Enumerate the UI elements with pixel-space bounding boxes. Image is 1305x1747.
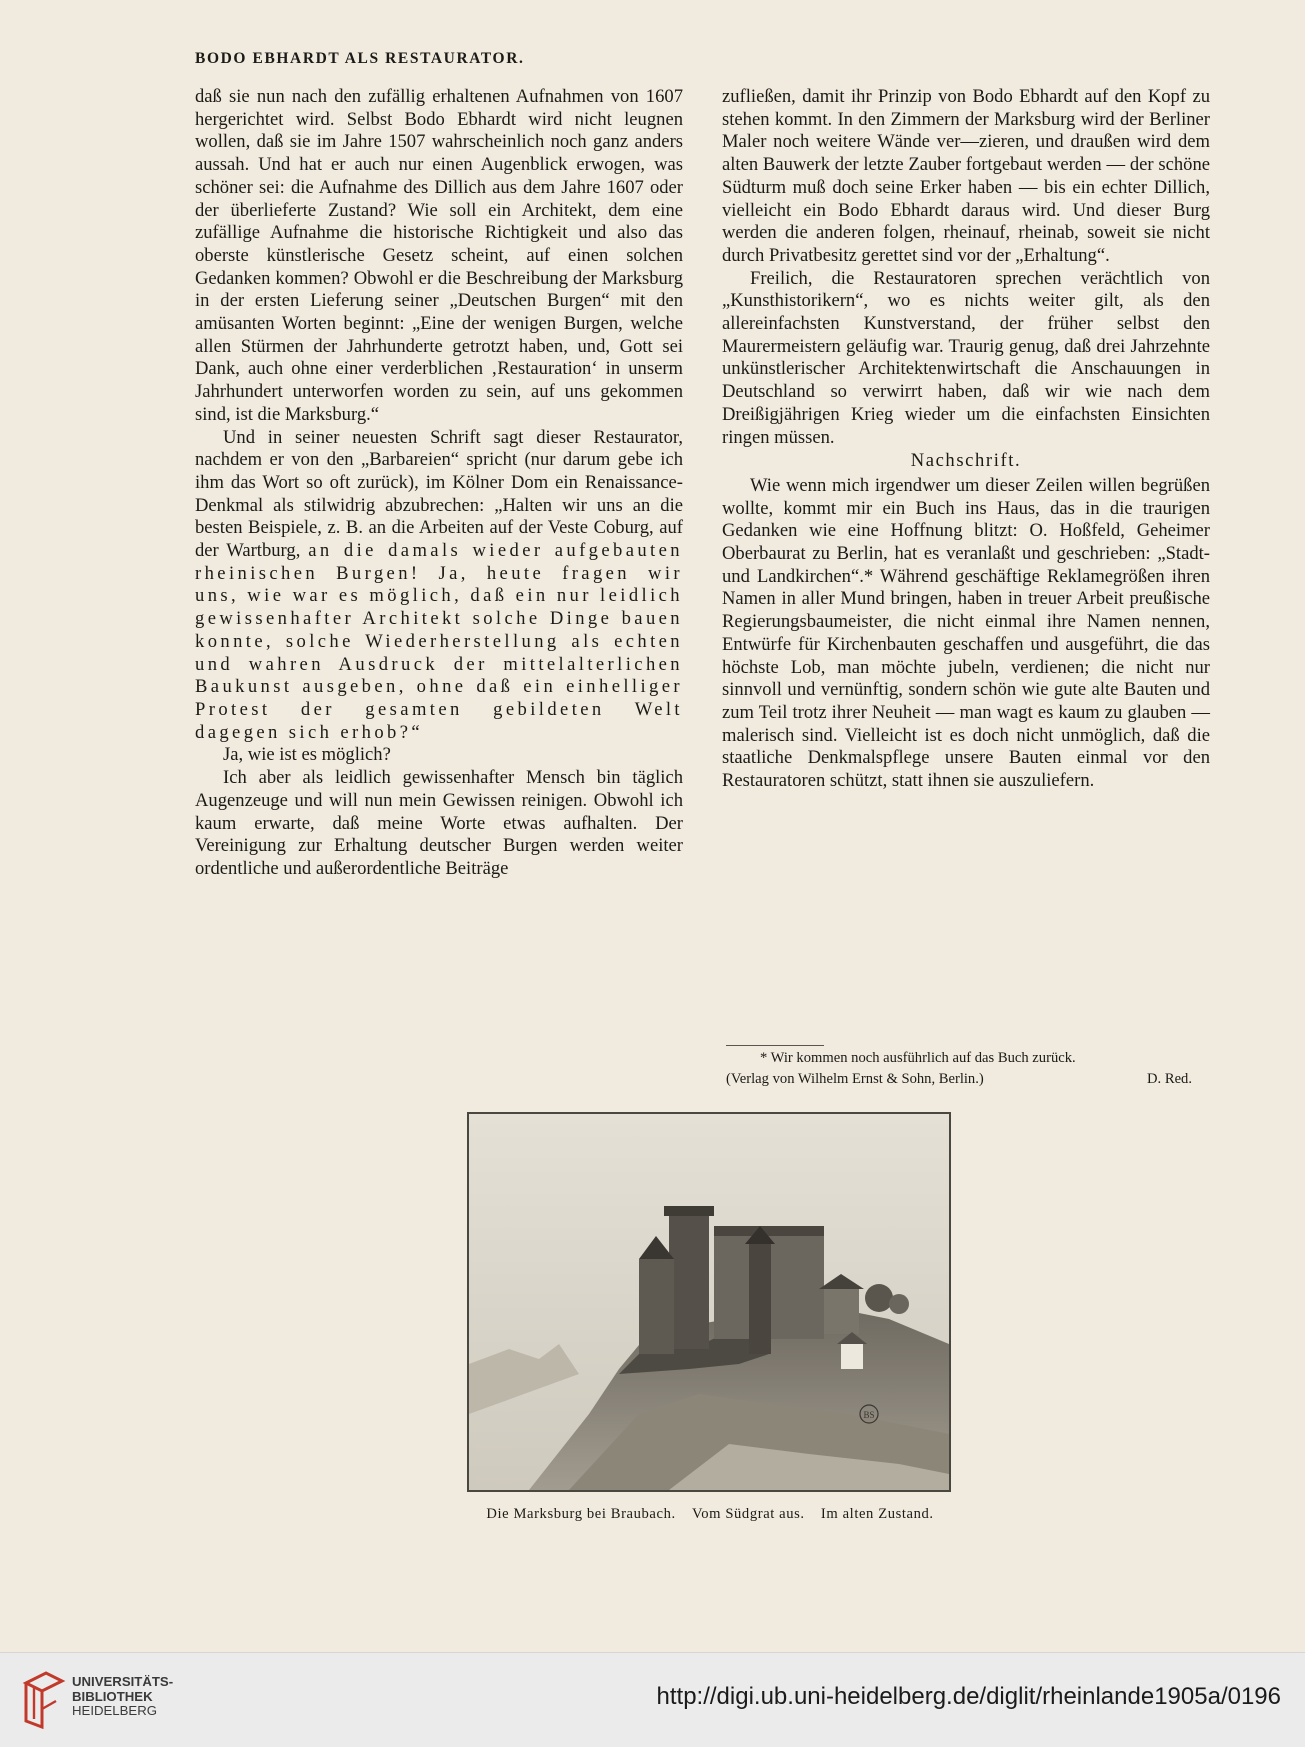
footnote-rule [726,1045,824,1046]
paragraph: Ja, wie ist es möglich? [223,744,391,766]
footnote-publisher: (Verlag von Wilhelm Ernst & Sohn, Berlin.) [726,1071,984,1087]
figure-caption [360,1506,1060,1523]
paragraph: Ich aber als leidlich gewissenhafter Mensch bin täglich Augenzeuge und will nun mein Gewissen reinigen. Obwohl ich kaum erwarte, daß meine Worte etwas aufhalten. Der Vereinigung zur Erhaltung deutscher Burgen werden weiter ordentliche und außerordentliche Beiträge [195,767,683,879]
library-name [72,1675,173,1719]
paragraph: daß sie nun nach den zufällig erhaltenen Aufnahmen von 1607 hergerichtet wird. Selbst Bodo Ebhardt wird nicht leugnen wollen, daß sie im Jahre 1507 wahrscheinlich noch ganz anders aussah. Und hat er auch nur einen Augenblick erwogen, was schöner sei: die Aufnahme des Dillich aus dem Jahre 1607 oder der überlieferte Zustand? Wie soll ein Architekt, dem eine zufällige Aufnahme die historische Richtigkeit und also das oberste künstlerische Gesetz scheint, auf einen solchen Gedanken kommen? Obwohl er die Beschreibung der Marksburg in der ersten Lieferung seiner „Deutschen Burgen“ mit den amüsanten Worten beginnt: „Eine der wenigen Burgen, welche allen Stürmen der Jahrhunderte getrotzt haben, und, Gott sei Dank, auch ohne einer verderblichen ‚Restauration‘ in unserm Jahrhundert unterworfen worden zu sein, auf uns gekommen sind, ist die Marksburg.“ [195,86,683,425]
left-column [195,86,683,881]
library-name-line: UNIVERSITÄTS- [72,1674,174,1689]
caption-part: Vom Südgrat aus. [691,1506,805,1522]
paragraph-text: Und in seiner neuesten Schrift sagt dieser Restaurator, nachdem er von den „Barbareien“ spricht (nur darum gebe ich ihm das Wort so oft zurück), im Kölner Dom ein Renaissance-Denkmal als stilwidrig abzubrechen: „Halten wir uns an die besten Beispiele, z. B. an die Arbeiten auf der Veste Coburg, auf der Wartburg, [195,426,683,562]
paragraph [195,427,683,745]
paragraph: zufließen, damit ihr Prinzip von Bodo Ebhardt auf den Kopf zu stehen kommt. In den Zimmern der Marksburg wird der Berliner Maler noch weitere Wände ver—zieren, und draußen wird dem alten Bauwerk der letzte Zauber fortgebaut werden — der schöne Südturm muß doch seine Erker haben — bis ein echter Dillich, vielleicht ein Bodo Ebhardt daraus wird. Und dieser Burg werden die anderen folgen, rheinauf, rheinab, soweit sie nicht durch Privatbesitz gerettet sind vor der „Erhaltung“. [722,86,1210,266]
library-footer [0,1652,1305,1747]
paragraph: Freilich, die Restauratoren sprechen verächtlich von „Kunsthistorikern“, wo es nichts weiter gilt, als den allereinfachsten Kunstverstand, der früher selbst den Maurermeistern geläufig war. Traurig genug, daß drei Jahrzehnte unkünstlerischer Architektenwirtschaft die Anschauungen in Deutschland so verwirrt haben, daß wir wie nach dem Dreißigjährigen Krieg wieder um die einfachsten Einsichten ringen müssen. [722,267,1210,448]
footnote-signature: D. Red. [1147,1071,1192,1087]
footnote-line: * Wir kommen noch ausführlich auf das Buch zurück. [760,1050,1076,1066]
library-name-line: BIBLIOTHEK [72,1688,153,1704]
spaced-quote: an die damals wieder aufgebauten rheinischen Burgen! Ja, heute fragen wir uns, wie war es möglich, daß ein nur leidlich gewissenhafter Architekt solche Dinge bauen konnte, solche Wiederherstellung als echten und wahren Ausdruck der mittelalterlichen Baukunst ausgeben, ohne daß ein einhelliger Protest der gesamten gebildeten Welt dagegen sich erhob?“ [195,540,683,743]
caption-part: Die Marksburg bei Braubach. [486,1506,676,1522]
library-name-line: HEIDELBERG [72,1703,158,1719]
right-column [722,86,1210,793]
caption-part: Im alten Zustand. [820,1506,934,1522]
footnote-line [726,1069,1212,1090]
photo-monogram: BS [863,1410,875,1420]
library-logo-icon [22,1669,66,1729]
paragraph: Wie wenn mich irgendwer um dieser Zeilen willen begrüßen wollte, kommt mir ein Buch ins Haus, das in die traurigen Gedanken wie eine Hoffnung blitzt: O. Hoßfeld, Geheimer Oberbaurat zu Berlin, hat es veranlaßt und geschrieben: „Stadt- und Landkirchen“.* Während geschäftige Reklamegrößen ihren Namen in aller Mund bringen, haben in treuer Arbeit preußische Regierungsbaumeister, die nicht einmal ihre Namen nennen, Entwürfe für Kirchenbauten geschaffen und ausgeführt, die das höchste Lob, man möchte jubeln, verdienen; die nicht nur sinnvoll und vernünftig, sondern schön wie gute alte Bauten und zum Teil trotz ihrer Neuheit — man wagt es kaum zu glauben — malerisch sind. Vielleicht ist es doch nicht unmöglich, daß die staatliche Denkmalspflege unsere Bauten einmal vor den Restauratoren schützt, statt ihnen sie auszuliefern. [722,474,1210,792]
section-heading: Nachschrift. [910,450,1022,472]
castle-illustration [469,1114,949,1490]
source-url-link[interactable]: http://digi.ub.uni-heidelberg.de/diglit/rheinlande1905a/0196 [656,1683,1281,1710]
footnote [726,1048,1212,1090]
castle-photograph [467,1112,951,1492]
running-head: BODO EBHARDT ALS RESTAURATOR. [195,50,525,67]
